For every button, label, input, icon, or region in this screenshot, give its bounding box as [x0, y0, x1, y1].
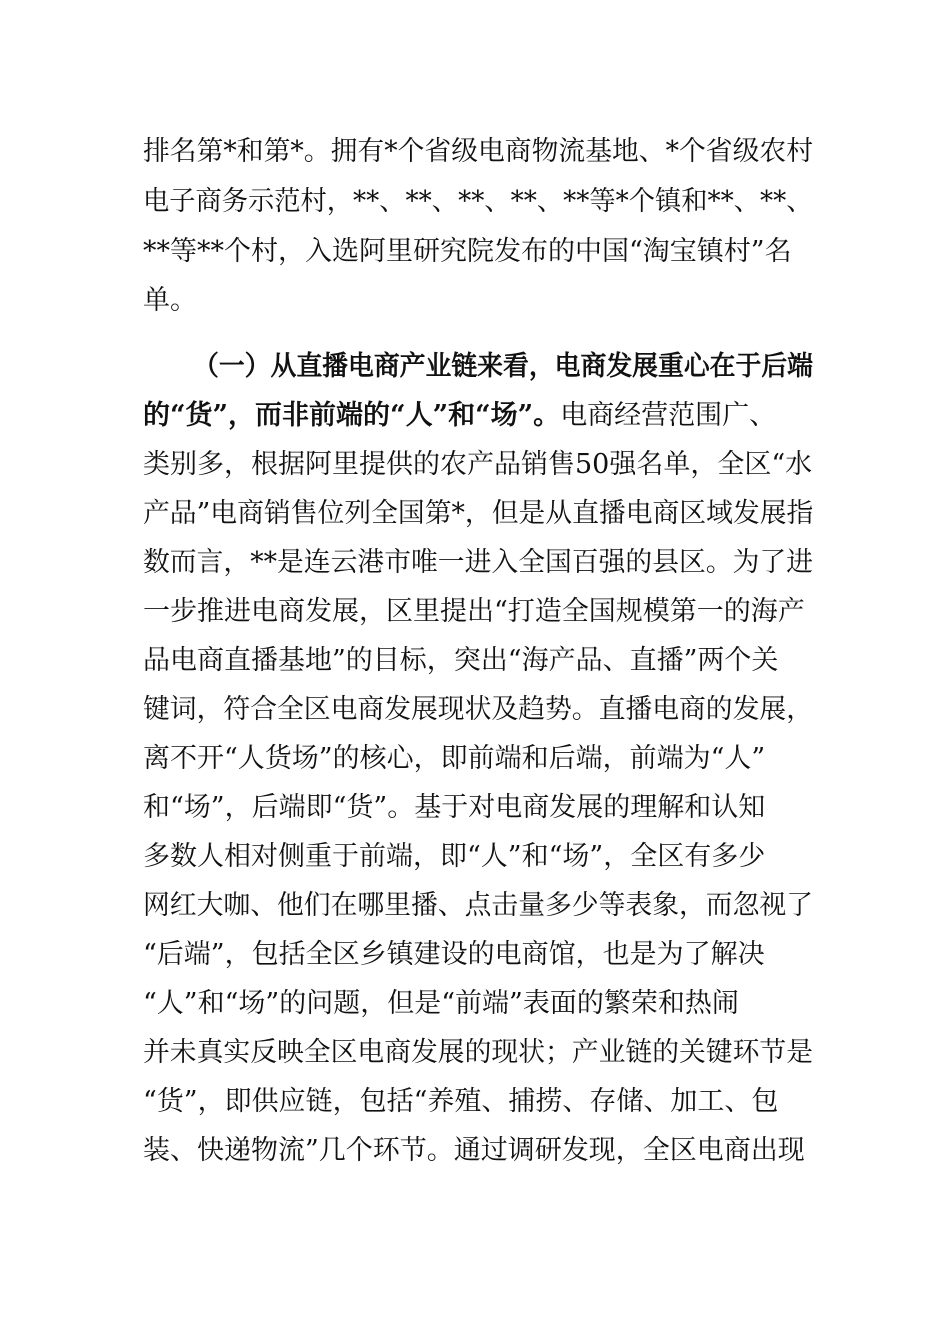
paragraph-line: 类别多，根据阿里提供的农产品销售50强名单，全区“水 [143, 449, 813, 480]
section-heading-tail: 的“货”，而非前端的“人”和“场”。 [143, 400, 561, 431]
paragraph-line: 品电商直播基地”的目标，突出“海产品、直播”两个关 [143, 645, 779, 676]
paragraph-line: 键词，符合全区电商发展现状及趋势。直播电商的发展， [143, 694, 813, 725]
paragraph-line: 多数人相对侧重于前端，即“人”和“场”，全区有多少 [143, 841, 766, 872]
paragraph-line: 并未真实反映全区电商发展的现状；产业链的关键环节是 [143, 1037, 813, 1068]
section-heading: （一）从直播电商产业链来看，电商发展重心在于后端 [193, 351, 813, 382]
paragraph-line: 装、快递物流”几个环节。通过调研发现，全区电商出现 [143, 1135, 805, 1166]
paragraph-line: **等**个村，入选阿里研究院发布的中国“淘宝镇村”名 [143, 236, 792, 267]
paragraph-line: 排名第*和第*。拥有*个省级电商物流基地、*个省级农村 [143, 136, 813, 167]
paragraph-line: “货”，即供应链，包括“养殖、捕捞、存储、加工、包 [143, 1086, 779, 1117]
paragraph-line: 电子商务示范村，**、**、**、**、**等*个镇和**、**、 [143, 186, 813, 217]
paragraph-line: “人”和“场”的问题，但是“前端”表面的繁荣和热闹 [143, 988, 739, 1019]
paragraph-text: 电商经营范围广、 [560, 400, 777, 431]
paragraph-line: 和“场”，后端即“货”。基于对电商发展的理解和认知 [143, 792, 766, 823]
paragraph-line: 产品”电商销售位列全国第*，但是从直播电商区域发展指 [143, 498, 814, 529]
paragraph-line: 单。 [143, 285, 197, 316]
paragraph-line: “后端”，包括全区乡镇建设的电商馆，也是为了解决 [143, 939, 765, 970]
paragraph-line: 网红大咖、他们在哪里播、点击量多少等表象，而忽视了 [143, 890, 813, 921]
paragraph-line: 离不开“人货场”的核心，即前端和后端，前端为“人” [143, 743, 766, 774]
section-heading-continued [143, 400, 776, 432]
paragraph-line: 一步推进电商发展，区里提出“打造全国规模第一的海产 [143, 596, 805, 627]
paragraph-line: 数而言，**是连云港市唯一进入全国百强的县区。为了进 [143, 547, 813, 578]
